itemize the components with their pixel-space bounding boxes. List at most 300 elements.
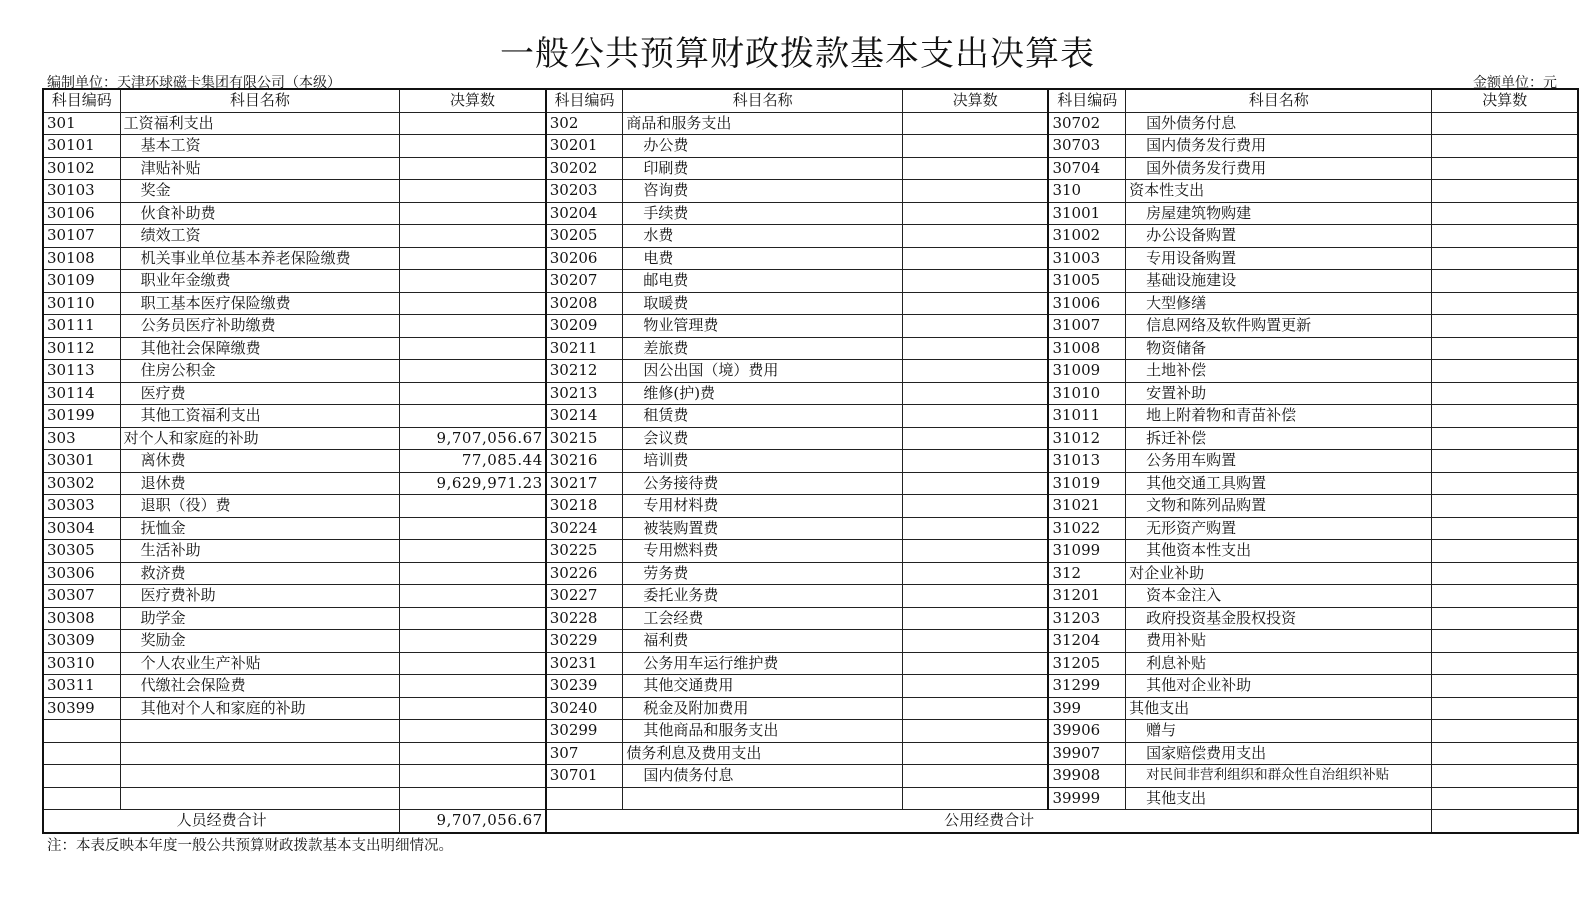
item-code: 30302 (43, 472, 120, 495)
item-amount (400, 112, 546, 135)
item-amount (902, 562, 1048, 585)
item-code: 39906 (1048, 720, 1125, 743)
item-amount (902, 765, 1048, 788)
item-code: 30701 (546, 765, 623, 788)
item-amount (902, 337, 1048, 360)
header-row (43, 89, 1578, 112)
item-name: 房屋建筑物购建 (1126, 202, 1432, 225)
item-code: 31099 (1048, 540, 1125, 563)
personnel-total-amount: 9,707,056.67 (400, 810, 546, 833)
item-amount (1432, 607, 1578, 630)
item-code: 30299 (546, 720, 623, 743)
item-code: 30111 (43, 315, 120, 338)
item-amount: 77,085.44 (400, 450, 546, 473)
compiling-unit: 编制单位：天津环球磁卡集团有限公司（本级） (47, 75, 341, 91)
item-code: 30101 (43, 135, 120, 158)
item-name: 其他支出 (1126, 697, 1432, 720)
item-amount (1432, 720, 1578, 743)
item-amount (902, 720, 1048, 743)
item-amount (1432, 427, 1578, 450)
item-name: 物业管理费 (623, 315, 903, 338)
item-name: 文物和陈列品购置 (1126, 495, 1432, 518)
item-amount (902, 360, 1048, 383)
item-name: 大型修缮 (1126, 292, 1432, 315)
header-name: 科目名称 (120, 89, 400, 112)
table-row (43, 787, 1578, 810)
item-amount (902, 652, 1048, 675)
item-name: 医疗费 (120, 382, 400, 405)
item-name: 基础设施建设 (1126, 270, 1432, 293)
table-row (43, 405, 1578, 428)
item-name: 手续费 (623, 202, 903, 225)
item-code: 30218 (546, 495, 623, 518)
item-name: 其他交通工具购置 (1126, 472, 1432, 495)
item-name: 助学金 (120, 607, 400, 630)
item-amount (400, 787, 546, 810)
item-name: 税金及附加费用 (623, 697, 903, 720)
item-name: 抚恤金 (120, 517, 400, 540)
item-code: 30309 (43, 630, 120, 653)
item-code: 30213 (546, 382, 623, 405)
item-amount (400, 270, 546, 293)
item-code: 39907 (1048, 742, 1125, 765)
item-amount (1432, 270, 1578, 293)
item-code: 30310 (43, 652, 120, 675)
item-code: 30227 (546, 585, 623, 608)
item-code: 30217 (546, 472, 623, 495)
item-name: 委托业务费 (623, 585, 903, 608)
item-code: 30702 (1048, 112, 1125, 135)
item-name: 其他交通费用 (623, 675, 903, 698)
item-name: 地上附着物和青苗补偿 (1126, 405, 1432, 428)
item-code: 30703 (1048, 135, 1125, 158)
item-amount (1432, 495, 1578, 518)
item-code: 30112 (43, 337, 120, 360)
item-name: 离休费 (120, 450, 400, 473)
item-amount (902, 225, 1048, 248)
item-code: 31006 (1048, 292, 1125, 315)
header-amount: 决算数 (1432, 89, 1578, 112)
item-code: 30201 (546, 135, 623, 158)
item-code: 312 (1048, 562, 1125, 585)
item-amount (1432, 202, 1578, 225)
item-name (120, 742, 400, 765)
item-code: 30231 (546, 652, 623, 675)
item-amount (1432, 157, 1578, 180)
item-name: 邮电费 (623, 270, 903, 293)
table-row (43, 607, 1578, 630)
item-code: 30214 (546, 405, 623, 428)
item-amount (400, 382, 546, 405)
item-amount (1432, 405, 1578, 428)
item-name: 专用设备购置 (1126, 247, 1432, 270)
item-code: 30229 (546, 630, 623, 653)
table-row (43, 585, 1578, 608)
item-amount (1432, 180, 1578, 203)
public-total-amount (1432, 810, 1578, 833)
item-name: 基本工资 (120, 135, 400, 158)
item-amount (400, 607, 546, 630)
item-amount (902, 540, 1048, 563)
item-code: 30207 (546, 270, 623, 293)
item-code: 30228 (546, 607, 623, 630)
item-amount (1432, 135, 1578, 158)
item-code: 307 (546, 742, 623, 765)
item-amount (902, 382, 1048, 405)
item-amount (1432, 675, 1578, 698)
item-name: 电费 (623, 247, 903, 270)
item-code: 30304 (43, 517, 120, 540)
item-code: 39999 (1048, 787, 1125, 810)
item-amount (400, 562, 546, 585)
item-code: 31299 (1048, 675, 1125, 698)
item-code: 31011 (1048, 405, 1125, 428)
item-name: 会议费 (623, 427, 903, 450)
budget-table (42, 88, 1579, 834)
item-code: 31009 (1048, 360, 1125, 383)
item-amount (902, 292, 1048, 315)
item-name: 培训费 (623, 450, 903, 473)
item-name: 租赁费 (623, 405, 903, 428)
table-row (43, 742, 1578, 765)
item-amount (400, 292, 546, 315)
item-amount (1432, 382, 1578, 405)
table-row (43, 517, 1578, 540)
item-code: 31012 (1048, 427, 1125, 450)
table-row (43, 360, 1578, 383)
item-name: 公务用车运行维护费 (623, 652, 903, 675)
item-name: 对个人和家庭的补助 (120, 427, 400, 450)
item-amount (1432, 112, 1578, 135)
item-name: 救济费 (120, 562, 400, 585)
item-name: 因公出国（境）费用 (623, 360, 903, 383)
item-amount (400, 652, 546, 675)
header-code: 科目编码 (546, 89, 623, 112)
header-name: 科目名称 (623, 89, 903, 112)
item-name: 维修(护)费 (623, 382, 903, 405)
header-amount: 决算数 (902, 89, 1048, 112)
item-name: 劳务费 (623, 562, 903, 585)
table-row (43, 382, 1578, 405)
item-name: 其他对企业补助 (1126, 675, 1432, 698)
item-code: 30301 (43, 450, 120, 473)
item-amount (1432, 247, 1578, 270)
item-name: 奖金 (120, 180, 400, 203)
item-amount (902, 787, 1048, 810)
table-row (43, 270, 1578, 293)
item-code: 30106 (43, 202, 120, 225)
item-amount (400, 585, 546, 608)
item-code: 31007 (1048, 315, 1125, 338)
item-code: 30240 (546, 697, 623, 720)
item-amount (400, 675, 546, 698)
item-code: 30199 (43, 405, 120, 428)
item-amount (902, 585, 1048, 608)
item-name: 其他支出 (1126, 787, 1432, 810)
item-name: 住房公积金 (120, 360, 400, 383)
item-amount (1432, 292, 1578, 315)
item-amount (400, 247, 546, 270)
item-name: 专用材料费 (623, 495, 903, 518)
item-amount (902, 405, 1048, 428)
table-row (43, 157, 1578, 180)
item-amount (902, 157, 1048, 180)
item-amount (1432, 697, 1578, 720)
item-name: 公务员医疗补助缴费 (120, 315, 400, 338)
item-code: 30209 (546, 315, 623, 338)
item-code: 303 (43, 427, 120, 450)
item-amount (902, 472, 1048, 495)
item-name: 资本金注入 (1126, 585, 1432, 608)
item-name: 专用燃料费 (623, 540, 903, 563)
item-code: 30225 (546, 540, 623, 563)
item-amount (1432, 517, 1578, 540)
item-name: 土地补偿 (1126, 360, 1432, 383)
table-row (43, 765, 1578, 788)
item-amount (400, 742, 546, 765)
item-amount: 9,707,056.67 (400, 427, 546, 450)
item-name: 医疗费补助 (120, 585, 400, 608)
table-row (43, 135, 1578, 158)
item-code (43, 765, 120, 788)
table-row (43, 472, 1578, 495)
item-name: 水费 (623, 225, 903, 248)
item-code: 301 (43, 112, 120, 135)
item-code: 30107 (43, 225, 120, 248)
item-amount (400, 405, 546, 428)
item-name: 安置补助 (1126, 382, 1432, 405)
item-amount (400, 202, 546, 225)
item-amount (400, 720, 546, 743)
item-code: 30308 (43, 607, 120, 630)
item-amount (902, 135, 1048, 158)
item-name: 国内债务发行费用 (1126, 135, 1432, 158)
item-name: 办公费 (623, 135, 903, 158)
personnel-total-label: 人员经费合计 (43, 810, 400, 833)
item-amount (400, 135, 546, 158)
item-amount (400, 360, 546, 383)
item-code: 31203 (1048, 607, 1125, 630)
item-code: 399 (1048, 697, 1125, 720)
item-code (546, 787, 623, 810)
item-code: 30215 (546, 427, 623, 450)
table-row (43, 292, 1578, 315)
item-name: 赠与 (1126, 720, 1432, 743)
item-code: 30307 (43, 585, 120, 608)
item-name: 国内债务付息 (623, 765, 903, 788)
item-code: 30114 (43, 382, 120, 405)
item-name: 退职（役）费 (120, 495, 400, 518)
item-name: 其他商品和服务支出 (623, 720, 903, 743)
table-row (43, 427, 1578, 450)
item-name: 其他社会保障缴费 (120, 337, 400, 360)
totals-row (43, 810, 1578, 833)
item-code: 31022 (1048, 517, 1125, 540)
item-name: 国家赔偿费用支出 (1126, 742, 1432, 765)
page-title: 一般公共预算财政拨款基本支出决算表 (500, 34, 1095, 74)
public-total-label: 公用经费合计 (546, 810, 1432, 833)
item-code (43, 742, 120, 765)
item-name: 津贴补贴 (120, 157, 400, 180)
item-amount: 9,629,971.23 (400, 472, 546, 495)
item-amount (400, 495, 546, 518)
header-code: 科目编码 (1048, 89, 1125, 112)
table-row (43, 202, 1578, 225)
item-name: 工会经费 (623, 607, 903, 630)
item-name: 职工基本医疗保险缴费 (120, 292, 400, 315)
item-name: 绩效工资 (120, 225, 400, 248)
item-name (623, 787, 903, 810)
table-row (43, 180, 1578, 203)
item-amount (1432, 472, 1578, 495)
item-amount (400, 517, 546, 540)
table-row (43, 337, 1578, 360)
item-name: 伙食补助费 (120, 202, 400, 225)
item-code: 31005 (1048, 270, 1125, 293)
item-code: 31201 (1048, 585, 1125, 608)
table-row (43, 630, 1578, 653)
item-code: 30205 (546, 225, 623, 248)
item-name: 商品和服务支出 (623, 112, 903, 135)
item-amount (1432, 652, 1578, 675)
item-amount (400, 225, 546, 248)
item-name: 利息补贴 (1126, 652, 1432, 675)
item-name: 无形资产购置 (1126, 517, 1432, 540)
item-name: 机关事业单位基本养老保险缴费 (120, 247, 400, 270)
item-code: 31013 (1048, 450, 1125, 473)
item-name: 拆迁补偿 (1126, 427, 1432, 450)
item-name: 对民间非营利组织和群众性自治组织补贴 (1126, 765, 1432, 788)
item-code: 31002 (1048, 225, 1125, 248)
item-amount (902, 742, 1048, 765)
item-name: 国外债务付息 (1126, 112, 1432, 135)
item-code: 30102 (43, 157, 120, 180)
item-name: 国外债务发行费用 (1126, 157, 1432, 180)
table-note: 注：本表反映本年度一般公共预算财政拨款基本支出明细情况。 (47, 838, 453, 854)
item-name: 公务用车购置 (1126, 450, 1432, 473)
item-code: 30202 (546, 157, 623, 180)
item-amount (400, 315, 546, 338)
item-amount (902, 450, 1048, 473)
item-code: 30311 (43, 675, 120, 698)
item-amount (1432, 765, 1578, 788)
item-amount (902, 517, 1048, 540)
item-code: 31008 (1048, 337, 1125, 360)
table-body (43, 112, 1578, 810)
item-amount (902, 270, 1048, 293)
amount-unit: 金额单位：元 (1473, 75, 1557, 91)
item-amount (1432, 585, 1578, 608)
table-row (43, 247, 1578, 270)
item-code: 30239 (546, 675, 623, 698)
item-name: 其他对个人和家庭的补助 (120, 697, 400, 720)
table-row (43, 540, 1578, 563)
item-amount (902, 630, 1048, 653)
item-code: 30306 (43, 562, 120, 585)
table-row (43, 112, 1578, 135)
item-name: 其他工资福利支出 (120, 405, 400, 428)
item-code: 310 (1048, 180, 1125, 203)
item-code: 30216 (546, 450, 623, 473)
item-code: 31205 (1048, 652, 1125, 675)
item-amount (902, 315, 1048, 338)
item-code: 30399 (43, 697, 120, 720)
item-code: 30204 (546, 202, 623, 225)
table-row (43, 315, 1578, 338)
item-name (120, 720, 400, 743)
item-code: 31019 (1048, 472, 1125, 495)
item-code: 31204 (1048, 630, 1125, 653)
item-code: 30108 (43, 247, 120, 270)
item-amount (1432, 450, 1578, 473)
item-amount (1432, 562, 1578, 585)
table-row (43, 675, 1578, 698)
item-code: 30203 (546, 180, 623, 203)
item-name: 取暖费 (623, 292, 903, 315)
item-name: 个人农业生产补贴 (120, 652, 400, 675)
item-amount (1432, 337, 1578, 360)
table-row (43, 450, 1578, 473)
item-amount (902, 112, 1048, 135)
table-row (43, 562, 1578, 585)
item-code: 302 (546, 112, 623, 135)
item-code: 30212 (546, 360, 623, 383)
item-code: 39908 (1048, 765, 1125, 788)
header-code: 科目编码 (43, 89, 120, 112)
item-name: 债务利息及费用支出 (623, 742, 903, 765)
item-amount (400, 540, 546, 563)
item-amount (902, 247, 1048, 270)
item-code: 31021 (1048, 495, 1125, 518)
item-code: 30704 (1048, 157, 1125, 180)
item-name: 福利费 (623, 630, 903, 653)
item-code: 30113 (43, 360, 120, 383)
table-row (43, 652, 1578, 675)
item-name: 对企业补助 (1126, 562, 1432, 585)
item-amount (902, 427, 1048, 450)
item-name: 工资福利支出 (120, 112, 400, 135)
table-row (43, 495, 1578, 518)
item-code: 30224 (546, 517, 623, 540)
item-code (43, 720, 120, 743)
item-code (43, 787, 120, 810)
item-name: 咨询费 (623, 180, 903, 203)
item-amount (1432, 540, 1578, 563)
item-amount (1432, 787, 1578, 810)
item-amount (902, 180, 1048, 203)
item-amount (1432, 360, 1578, 383)
item-name: 职业年金缴费 (120, 270, 400, 293)
item-name: 被装购置费 (623, 517, 903, 540)
item-name: 生活补助 (120, 540, 400, 563)
item-amount (902, 202, 1048, 225)
item-amount (400, 697, 546, 720)
item-name (120, 787, 400, 810)
item-name: 物资储备 (1126, 337, 1432, 360)
item-name: 资本性支出 (1126, 180, 1432, 203)
item-amount (902, 675, 1048, 698)
item-name: 代缴社会保险费 (120, 675, 400, 698)
item-code: 30226 (546, 562, 623, 585)
header-amount: 决算数 (400, 89, 546, 112)
item-name: 公务接待费 (623, 472, 903, 495)
item-amount (400, 765, 546, 788)
item-code: 31003 (1048, 247, 1125, 270)
item-code: 30103 (43, 180, 120, 203)
item-code: 30305 (43, 540, 120, 563)
item-name: 印刷费 (623, 157, 903, 180)
item-code: 31010 (1048, 382, 1125, 405)
